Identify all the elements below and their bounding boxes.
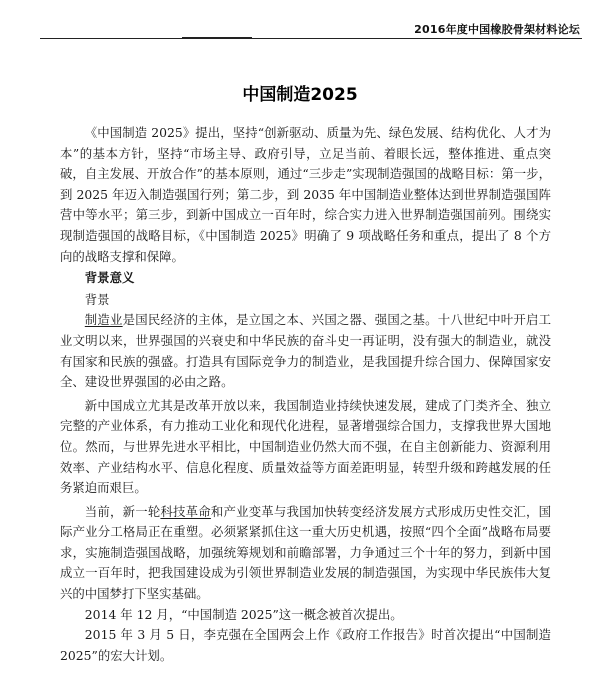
background-paragraph-2: 新中国成立尤其是改革开放以来，我国制造业持续快速发展，建成了门类齐全、独立完整的产业体系，有力推动工业化和现代化进程，显著增强综合国力，支撑我世界大国地位。然而，与世界先进水平相比，中国制造业仍然大而不强，在自主创新能力、资源利用效率、产业结构水平、信息化程度、质量效益等方面差距明显，转型升级和跨越发展的任务紧迫而艰巨。 bbox=[60, 397, 551, 496]
sub-heading: 背景 bbox=[84, 291, 110, 307]
date-paragraph-2014: 2014 年 12 月，“中国制造 2025”这一概念被首次提出。 bbox=[84, 606, 403, 622]
date-paragraph-2015: 2015 年 3 月 5 日，李克强在全国两会上作《政府工作报告》时首次提出“中国制造 2025”的宏大计划。 bbox=[60, 627, 551, 663]
background-paragraph-3-lead: 当前，新一轮 bbox=[84, 503, 161, 519]
background-paragraph-1 bbox=[60, 310, 551, 392]
header-rule-accent bbox=[182, 37, 252, 39]
background-paragraph-3-text: 和产业变革与我国加快转变经济发展方式形成历史性交汇，国际产业分工格局正在重塑。必须紧紧抓住这一重大历史机遇，按照“四个全面”战略布局要求，实施制造强国战略，加强统筹规划和前瞻部署，力争通过三个十年的努力，到新中国成立一百年时，把我国建设成为引领世界制造业发展的制造强国，为实现中华民族伟大复兴的中国梦打下坚实基础。 bbox=[60, 503, 552, 602]
intro-paragraph: 《中国制造 2025》提出，坚持“创新驱动、质量为先、绿色发展、结构优化、人才为本”的基本方针，坚持“市场主导、政府引导，立足当前、着眼长远，整体推进、重点突破，自主发展、开放合作”的基本原则，通过“三步走”实现制造强国的战略目标：第一步，到 2025 年迈入制造强国行列；第二步，到 2035 年中国制造业整体达到世界制造强国阵营中等水平；第三步，到新中国成立一百年时，综合实力进入世界制造强国前列。围绕实现制造强国的战略目标，《中国制造 2025》明确了 9 项战略任务和重点，提出了 8 个方向的战略支撑和保障。 bbox=[60, 125, 551, 264]
background-paragraph-3 bbox=[60, 502, 551, 605]
page-title: 中国制造2025 bbox=[242, 85, 358, 105]
header-rule bbox=[40, 38, 582, 39]
section-heading: 背景意义 bbox=[84, 270, 135, 286]
page-header bbox=[0, 0, 600, 44]
article-body bbox=[60, 123, 551, 666]
underlined-term-manufacturing: 制造业 bbox=[84, 312, 123, 328]
underlined-term-tech-revolution: 科技革命 bbox=[160, 503, 211, 519]
running-header-title: 2016年度中国橡胶骨架材料论坛 bbox=[414, 23, 580, 36]
background-paragraph-1-text: 是国民经济的主体，是立国之本、兴国之器、强国之基。十八世纪中叶开启工业文明以来，世界强国的兴衰史和中华民族的奋斗史一再证明，没有强大的制造业，就没有国家和民族的强盛。打造具有国际竞争力的制造业，是我国提升综合国力、保障国家安全、建设世界强国的必由之路。 bbox=[60, 312, 552, 390]
